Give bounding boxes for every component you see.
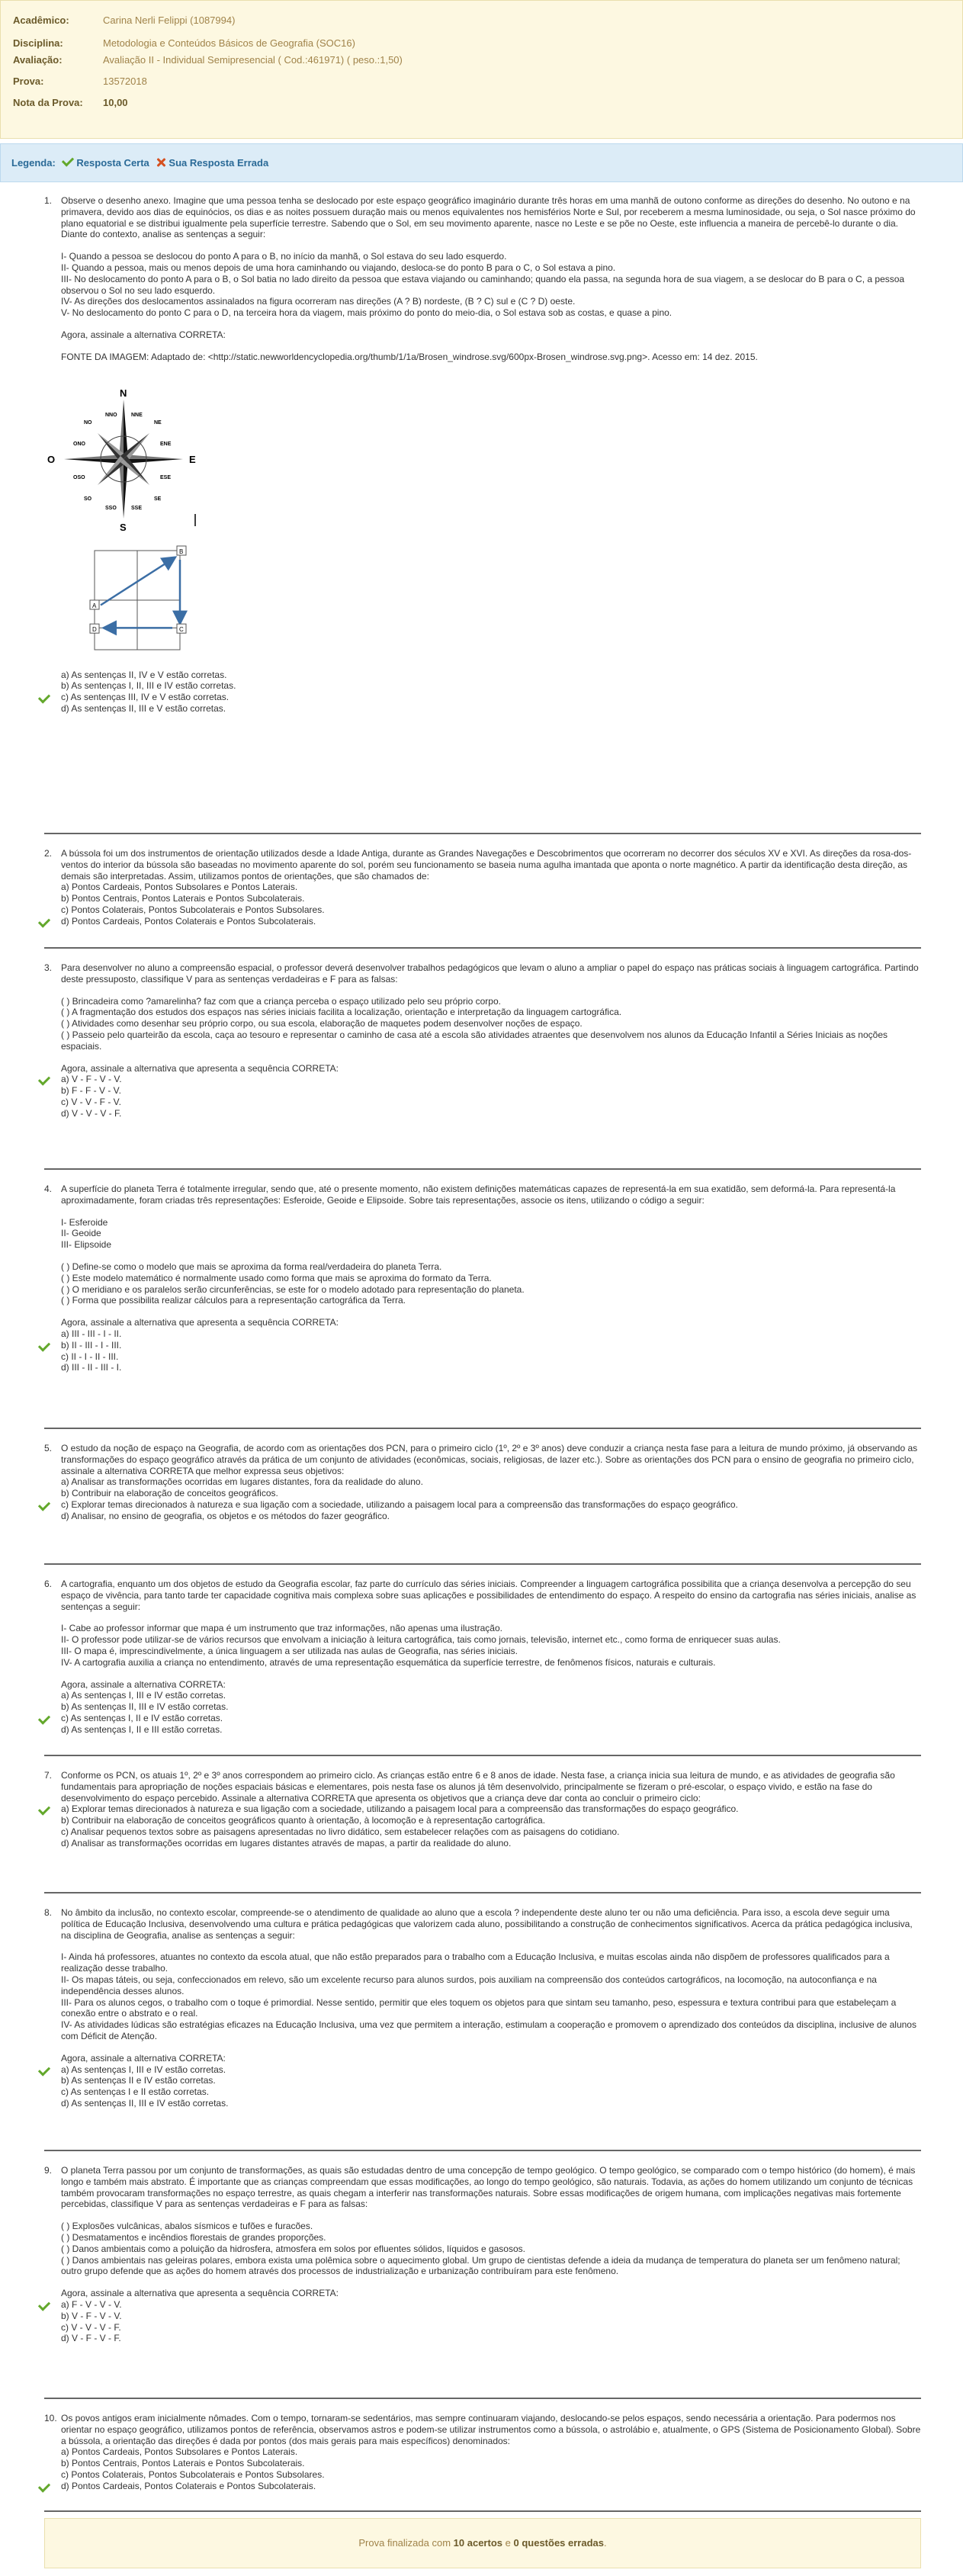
question-body [61,1579,921,1736]
question-body [61,1443,921,1522]
question-body [61,962,921,1119]
answer-option-text: a) F - V - V - V. [61,2298,122,2310]
question-body [61,848,921,927]
question-body [61,1770,921,1849]
compass-and-route-figure [47,369,197,666]
question-text: O estudo da noção de espaço na Geografia, de acordo com as orientações dos PCN, para o primeiro ciclo (1º, 2º e 3º anos) deve conduzir a criança nesta fase para a leitura de mundo próximo, já observando as transformações do espaço geográfico através da prática de um conjunto de atividades (econômicas, sociais, religiosas, de lazer etc.). Sobre as orientações dos PCN para o ensino de geografia no primeiro ciclo, assinale a alternativa CORRETA que melhor expressa seus objetivos: [61,1443,918,1476]
question-body [61,1184,921,1373]
figure [47,369,197,666]
question-body [61,2165,921,2344]
answer-option [61,1815,921,1826]
answer-option-text: b) Contribuir na elaboração de conceitos geográficos quanto à orientação, à locomoção e à representação cartográfica. [61,1815,546,1826]
answer-option-text: c) Pontos Colaterais, Pontos Subcolaterais e Pontos Subsolares. [61,2468,325,2480]
answer-option-text: d) V - V - V - F. [61,1107,122,1119]
compass-label-oso: OSO [73,474,85,480]
answer-option-text: d) As sentenças II, III e IV estão corretas. [61,2097,229,2109]
question-text: I- Esferoide [61,1216,108,1228]
answer-option [61,1108,921,1119]
legend-correct-text: Resposta Certa [76,157,149,169]
answer-option-text: a) Pontos Cardeais, Pontos Subsolares e Pontos Laterais. [61,882,298,893]
compass-label-sso: SSO [105,505,117,511]
route-point-d: D [92,625,97,633]
answer-option [61,2481,921,2492]
question-number: 4. [44,1184,53,1194]
legend-bar [0,143,963,182]
answer-option-text: d) V - F - V - F. [61,2333,121,2344]
question-text: Agora, assinale a alternativa CORRETA: [61,2052,226,2064]
answer-option-text: b) Pontos Centrais, Pontos Laterais e Pontos Subcolaterais. [61,893,305,904]
question-4 [44,1184,921,1429]
question-text: ( ) Passeio pelo quarteirão da escola, caça ao tesouro e representar o caminho de casa até a escola são atividades atraentes que desenvolvem nos alunos da Educação Infantil a Séries Iniciais as noções espaciais. [61,1029,888,1052]
answer-option [61,1488,921,1499]
grade-value: 10,00 [103,97,128,108]
compass-arm [124,454,183,459]
compass-arm [124,459,128,519]
compass-label-s: S [120,521,127,533]
check-icon [38,1712,50,1724]
question-text: V- No deslocamento do ponto C para o D, na terceira hora da viagem, mais próximo do ponto do meio-dia, o Sol estava sob as costas, e quase a pino. [61,307,672,319]
question-text: Para desenvolver no aluno a compreensão espacial, o professor deverá desenvolver trabalhos pedagógicos que levam o aluno a ampliar o papel do espaço nas práticas sociais à linguagem cartográfica. Partindo deste pressuposto, classifique V para as sentenças verdadeiras e F para as falsas: [61,962,919,984]
check-icon [38,1074,50,1086]
answer-option [61,2333,921,2344]
evaluation-value: Avaliação II - Individual Semipresencial ( Cod.:461971) ( peso.:1,50) [103,54,403,66]
spacer [61,319,921,329]
question-text: II- Quando a pessoa, mais ou menos depois de uma hora caminhando ou viajando, desloca-se do ponto B para o C, o Sol estava a pino. [61,262,616,273]
exam-label: Prova: [13,75,44,87]
correct-answer-mark [39,694,53,706]
question-9 [44,2165,921,2399]
grade-label: Nota da Prova: [13,97,83,108]
question-text: O planeta Terra passou por um conjunto de transformações, as quais são estudadas dentro de uma concepção de tempo geológico. O tempo geológico, se comparado com o tempo histórico (do homem), é mais longo e também mais abstrato. É importante que as crianças compreendam que essas modificações, ao longo do tempo geológico, são naturais. Todavia, as ações do homem utilizando um conjunto de técnicas também provocaram transformações no espaço terrestre, as quais chegam a interferir nas transformações naturais. Sobre essas modificações de origem humana, com implicações negativas mais fortemente percebidas, classifique V para as sentenças verdadeiras e F para as falsas: [61,2165,916,2210]
answer-option [61,2075,921,2086]
check-icon [38,915,50,927]
question-text: ( ) Brincadeira como ?amarelinha? faz com que a criança perceba o espaço utilizado pelo seu próprio corpo. [61,995,501,1007]
answer-option [61,670,921,681]
route-point-b: B [179,548,184,555]
legend-correct [63,157,149,169]
answer-option [61,882,921,893]
compass-label-ne: NE [154,419,162,426]
spacer [61,2277,921,2288]
compass-label-ono: ONO [73,441,85,447]
compass-label-no: NO [84,419,92,426]
question-text: II- Geoide [61,1228,101,1239]
check-icon [62,154,74,166]
answer-option [61,1328,921,1340]
answer-option-text: c) Pontos Colaterais, Pontos Subcolaterais e Pontos Subsolares. [61,904,325,915]
question-number: 1. [44,195,53,206]
question-5 [44,1443,921,1565]
compass-label-n: N [120,387,127,399]
correct-answer-mark [39,918,53,930]
answer-option-text: b) F - F - V - V. [61,1085,121,1097]
result-correct-count: 10 acertos [453,2537,502,2549]
question-number: 7. [44,1770,53,1781]
question-body [61,1907,921,2109]
answer-option [61,2469,921,2481]
answer-option [61,1340,921,1351]
question-number: 8. [44,1907,53,1918]
legend-label: Legenda: [11,157,56,169]
question-7 [44,1770,921,1893]
question-text: Agora, assinale a alternativa que apresenta a sequência CORRETA: [61,1062,339,1074]
question-text: II- O professor pode utilizar-se de vários recursos que envolvam a iniciação à leitura cartográfica, tais como jornais, televisão, internet etc., como forma de enriquecer suas aulas. [61,1634,781,1646]
answer-option [61,2299,921,2311]
answer-option-text: a) Pontos Cardeais, Pontos Subsolares e Pontos Laterais. [61,2446,298,2458]
answer-option-text: c) Analisar pequenos textos sobre as paisagens apresentadas no livro didático, sem estabelecer relações com as paisagens do cotidiano. [61,1826,620,1837]
answer-option [61,2458,921,2469]
question-text: No âmbito da inclusão, no contexto escolar, compreende-se o atendimento de qualidade ao aluno que a escola ? independente deste aluno ter ou não uma deficiência. Para isso, a escola deve seguir uma política de Educação Inclusiva, desenvolvendo uma cultura e prática pedagógicas que valorizem cada aluno, possibilitando a construção de conhecimentos significativos. Acerca da prática pedagógica inclusiva, na disciplina de Geografia, analise as sentenças a seguir: [61,1907,913,1941]
result-prefix: Prova finalizada com [358,2537,451,2549]
answer-option [61,1724,921,1736]
answer-option-text: b) Contribuir na elaboração de conceitos geográficos. [61,1488,278,1499]
student-label: Acadêmico: [13,14,69,26]
question-text: IV- A cartografia auxilia a criança no entendimento, através de uma representação esquemática da superfície terrestre, de fenômenos físicos, naturais e culturais. [61,1656,716,1668]
spacer [61,1669,921,1679]
compass-label-o: O [47,453,56,465]
legend-wrong [156,157,268,169]
compass-label-se: SE [154,496,162,502]
answer-option [61,2311,921,2322]
answer-option [61,2098,921,2109]
route-point-a: A [92,602,97,609]
question-text: Os povos antigos eram inicialmente nômades. Com o tempo, tornaram-se sedentários, mas sempre continuaram viajando, deslocando-se pelos espaços, sendo necessária a orientação. Para podermos nos orientar no espaço geográfico, utilizamos pontos de referência, observamos astros e podem-se utilizar instrumentos como a bússola, o astrolábio e, atualmente, o GPS (Sistema de Posicionamento Global). Sobre a bússola, a orientação das direções é dada por pontos (dos mais gerais para mais específicos) denominados: [61,2413,921,2446]
question-text: Agora, assinale a alternativa CORRETA: [61,329,226,340]
answer-option-text: b) As sentenças I, II, III e IV estão corretas. [61,680,236,692]
cross-icon [156,158,165,167]
question-3 [44,962,921,1170]
answer-option-text: d) As sentenças I, II e III estão corretas. [61,1723,223,1735]
spacer [61,240,921,251]
question-text: III- Para os alunos cegos, o trabalho com o toque é primordial. Nesse sentido, permitir que eles toquem os objetos para que sintam seu tamanho, peso, espessura e textura contribui para que estabeleçam a conexão entre o abstrato e o real. [61,1996,897,2019]
question-text: I- Quando a pessoa se deslocou do ponto A para o B, no início da manhã, o Sol estava do seu lado esquerdo. [61,251,507,262]
question-text: I- Cabe ao professor informar que mapa é um instrumento que traz informações, não apenas uma ilustração. [61,1623,502,1634]
answer-option-text: a) As sentenças I, III e IV estão corretas. [61,1690,226,1701]
question-text: III- Elipsoide [61,1239,112,1251]
answer-option [61,2086,921,2098]
compass-arm [124,459,183,464]
question-text: Observe o desenho anexo. Imagine que uma pessoa tenha se deslocado por este espaço geográfico imaginário durante três horas em uma manhã de outono conforme as direções do desenho. No outono e na primavera, devido aos dias de equinócios, os dias e as noites possuem duração mais ou menos equivalentes nos hemisférios Norte e Sul, por receberem a mesma luminosidade, ou seja, o Sol nasce próximo do plano equatorial e se distribui igualmente pela superfície terrestre. Sabendo que o Sol, em seu movimento aparente, nasce no Leste e se põe no Oeste, este influencia a maneira de percebê-lo durante o dia. Diante do contexto, analise as sentenças a seguir: [61,195,916,240]
result-wrong-count: 0 questões erradas [513,2537,604,2549]
answer-option [61,1826,921,1838]
correct-answer-mark [39,2067,53,2079]
spacer [61,1941,921,1951]
spacer [61,2210,921,2221]
answer-option [61,1701,921,1713]
check-icon [38,1498,50,1511]
compass-label-e: E [189,453,196,465]
compass-arm [124,400,128,459]
question-1 [44,195,921,834]
answer-option-text: d) III - II - III - I. [61,1362,122,1373]
compass-label-ene: ENE [160,441,172,447]
check-icon [38,1339,50,1351]
question-text: Agora, assinale a alternativa CORRETA: [61,1678,226,1690]
compass-label-sse: SSE [131,505,143,511]
question-number: 5. [44,1443,53,1453]
spacer [61,341,921,352]
question-number: 2. [44,848,53,859]
answer-option-text: c) Explorar temas direcionados à natureza e sua ligação com a sociedade, utilizando a paisagem local para a compreensão das transformações do espaço geográfico. [61,1498,738,1510]
exam-value: 13572018 [103,75,147,87]
question-number: 9. [44,2165,53,2176]
spacer [61,1612,921,1623]
question-body [47,195,921,715]
question-text: I- Ainda há professores, atuantes no contexto da escola atual, que não estão preparados para o trabalho com a Educação Inclusiva, e muitas escolas ainda não dispõem de professores qualificados para a realização desse trabalho. [61,1951,890,1974]
answer-option-text: c) As sentenças I e II estão corretas. [61,2086,210,2098]
check-icon [38,1804,50,1816]
answer-option-text: d) Pontos Cardeais, Pontos Colaterais e Pontos Subcolaterais. [61,2480,316,2491]
question-text: III- O mapa é, imprescindivelmente, a única linguagem a ser utilizada nas aulas de Geografia, nas séries iniciais. [61,1645,518,1656]
question-text: ( ) Desmatamentos e incêndios florestais de grandes proporções. [61,2231,326,2243]
answer-option [61,1476,921,1488]
answer-option [61,2322,921,2333]
question-text: A superfície do planeta Terra é totalmente irregular, sendo que, até o presente momento, não existem definições matemáticas capazes de representá-la em sua exatidão, sem deformá-la. Para representá-la aproximadamente, foram criadas três representações: Esferoide, Geoide e Elipsoide. Sobre tais representações, associe os itens, utilizando o código a seguir: [61,1184,896,1206]
answer-option-text: a) Explorar temas direcionados à natureza e sua ligação com a sociedade, utilizando a paisagem local para a compreensão das transformações do espaço geográfico. [61,1804,739,1815]
question-text: ( ) Danos ambientais como a poluição da hidrosfera, atmosfera em solos por efluentes sólidos, líquidos e gasosos. [61,2243,525,2254]
answer-option-text: d) Analisar as transformações ocorridas em lugares distantes através de mapas, a partir da realidade do aluno. [61,1837,512,1848]
compass-label-so: SO [84,496,92,502]
spacer [61,1052,921,1063]
answer-option [61,1838,921,1849]
answer-option-text: c) V - V - F - V. [61,1096,121,1107]
answer-option-text: d) Pontos Cardeais, Pontos Colaterais e Pontos Subcolaterais. [61,915,316,927]
question-text: ( ) Este modelo matemático é normalmente usado como forma que mais se aproxima do formato da Terra. [61,1272,492,1283]
correct-answer-mark [39,1342,53,1354]
answer-option [61,1362,921,1373]
answer-option [61,1351,921,1363]
correct-answer-mark [39,2483,53,2495]
answer-option [61,916,921,927]
question-number: 3. [44,962,53,973]
answer-option [61,1690,921,1701]
discipline-value: Metodologia e Conteúdos Básicos de Geografia (SOC16) [103,37,355,49]
route-point-c: C [179,625,184,633]
student-value: Carina Nerli Felippi (1087994) [103,14,236,26]
answer-option-text: d) As sentenças II, III e V estão corretas. [61,702,226,714]
answer-option-text: a) Analisar as transformações ocorridas em lugares distantes, fora da realidade do aluno. [61,1476,423,1488]
result-summary [44,2518,921,2568]
question-text: Agora, assinale a alternativa que apresenta a sequência CORRETA: [61,2288,339,2299]
question-text: ( ) O meridiano e os paralelos serão circunferências, se este for o modelo adotado para representação do planeta. [61,1283,525,1295]
answer-option-text: b) As sentenças II, III e IV estão corretas. [61,1701,229,1713]
check-icon [38,2298,50,2311]
discipline-label: Disciplina: [13,37,63,49]
check-icon [38,692,50,704]
question-body [61,2413,921,2492]
spacer [61,2042,921,2053]
spacer [61,1306,921,1317]
answer-option-text: b) V - F - V - V. [61,2310,122,2321]
question-text: A cartografia, enquanto um dos objetos de estudo da Geografia escolar, faz parte do currículo das séries iniciais. Compreender a linguagem cartográfica possibilita que a criança desenvolva a percepção do seu espaço de vivência, para tanto tarde ter capacidade cognitiva mais complexa sobre suas aplicações e possibilidades de entendimento do espaço. A respeito do ensino da cartografia nas séries iniciais, analise as sentenças a seguir: [61,1579,916,1612]
answer-option [61,703,921,715]
evaluation-label: Avaliação: [13,54,63,66]
compass-label-nne: NNE [131,412,143,418]
correct-answer-mark [39,2301,53,2314]
compass-label-nno: NNO [105,412,117,418]
question-text: ( ) Explosões vulcânicas, abalos sísmicos e tufões e furacões. [61,2221,313,2232]
question-8 [44,1907,921,2151]
answer-option [61,1511,921,1522]
question-text: Agora, assinale a alternativa que apresenta a sequência CORRETA: [61,1317,339,1328]
question-number: 6. [44,1579,53,1589]
answer-option-text: c) V - V - V - F. [61,2321,121,2333]
correct-answer-mark [39,1502,53,1514]
compass-arm [64,459,124,464]
answer-option-text: b) Pontos Centrais, Pontos Laterais e Pontos Subcolaterais. [61,2458,305,2469]
question-text: II- Os mapas táteis, ou seja, confeccionados em relevo, são um excelente recurso para alunos surdos, pois auxiliam na compreensão dos conteúdos cartográficos, na locomoção, na autoconfiança e na independência desses alunos. [61,1974,877,1996]
question-text: ( ) Define-se como o modelo que mais se aproxima da forma real/verdadeira do planeta Terra. [61,1261,442,1272]
correct-answer-mark [39,1076,53,1088]
result-suffix: . [604,2537,607,2549]
answer-option-text: b) II - III - I - III. [61,1339,122,1351]
question-text: A bússola foi um dos instrumentos de orientação utilizados desde a Idade Antiga, durante as Grandes Navegações e Descobrimentos que ocorreram no decorrer dos séculos XV e XVI. As direções da rosa-dos-ventos do interior da bússola são baseadas no movimento aparente do sol, porém seu funcionamento se baseia numa agulha imantada que aponta o norte magnético. A partir da identificação desta direção, as demais são interpretadas. Assim, utilizamos pontos de orientações, que são chamados de: [61,848,912,882]
answer-option-text: c) II - I - II - III. [61,1351,119,1362]
answer-option [61,1713,921,1724]
answer-option [61,692,921,703]
result-middle: e [505,2537,511,2549]
question-text: ( ) Forma que possibilita realizar cálculos para a representação cartográfica da Terra. [61,1295,406,1306]
answer-option [61,893,921,904]
answer-option [61,2064,921,2076]
answer-option [61,680,921,692]
check-icon [38,2480,50,2492]
answer-option-text: a) As sentenças II, IV e V estão corretas. [61,669,227,680]
answer-option-text: a) V - F - V - V. [61,1074,122,1085]
answer-option-text: a) As sentenças I, III e IV estão corretas. [61,2064,226,2075]
compass-arm [119,459,124,519]
correct-answer-mark [39,1806,53,1818]
question-text: IV- As direções dos deslocamentos assinalados na figura ocorreram nas direções (A ? B) nordeste, (B ? C) sul e (C ? D) oeste. [61,296,576,307]
question-text: ( ) Atividades como desenhar seu próprio corpo, ou sua escola, elaboração de maquetes podem desenvolver noções de espaço. [61,1018,583,1029]
question-10 [44,2413,921,2512]
answer-option-text: a) III - III - I - II. [61,1328,122,1339]
spacer [61,1206,921,1217]
answer-option [61,1085,921,1097]
figure-source: FONTE DA IMAGEM: Adaptado de: <http://static.newworldencyclopedia.org/thumb/1/1a/Brosen_windrose.svg/600px-Brosen_windrose.svg.png>. Acesso em: 14 dez. 2015. [61,351,758,362]
answer-option-text: c) As sentenças I, II e IV estão corretas. [61,1712,223,1723]
question-6 [44,1579,921,1756]
answer-option [61,1804,921,1815]
compass-arm [64,454,124,459]
check-icon [38,2064,50,2076]
answer-option-text: c) As sentenças III, IV e V estão corretas. [61,692,230,703]
spacer [61,1251,921,1261]
answer-option [61,1074,921,1085]
legend-wrong-text: Sua Resposta Errada [169,157,269,169]
answer-option [61,1097,921,1108]
spacer [61,985,921,996]
answer-option-text: d) Analisar, no ensino de geografia, os objetos e os métodos do fazer geográfico. [61,1510,390,1521]
question-text: III- No deslocamento do ponto A para o B, o Sol batia no lado direito da pessoa que estava viajando ou caminhando; quando ela passa, na segunda hora de sua viagem, a se deslocar do B para o C, a pessoa observou o Sol no seu lado esquerdo. [61,273,905,296]
question-2 [44,848,921,949]
question-text: ( ) A fragmentação dos estudos dos espaços nas séries iniciais facilita a localização, orientação e interpretação da linguagem cartográfica. [61,1007,622,1018]
correct-answer-mark [39,1715,53,1727]
question-text: ( ) Danos ambientais nas geleiras polares, embora exista uma polêmica sobre o aquecimento global. Um grupo de cientistas defende a ideia da mudança de temperatura do planeta ser um fenômeno natural; outro grupo defende que as ações do homem através dos processos de industrialização e urbanização contribuíram para este fenômeno. [61,2254,900,2277]
compass-label-ese: ESE [160,474,172,480]
compass-arm [119,400,124,459]
answer-option-text: b) As sentenças II e IV estão corretas. [61,2075,216,2086]
answer-option [61,2446,921,2458]
exam-info-panel [0,0,963,139]
answer-option [61,1499,921,1511]
question-text: Conforme os PCN, os atuais 1º, 2º e 3º anos correspondem ao primeiro ciclo. As crianças estão entre 6 e 8 anos de idade. Nesta fase, a criança inicia sua leitura de mundo, e as atividades de geografia são fundamentais para apropriação de noções espaciais básicas e elementares, pois nesta fase os alunos já têm desenvolvido, principalmente se fizeram o pré-escolar, o espaço vivido, e estão na fase do desenvolvimento do espaço percebido. Assinale a alternativa CORRETA que apresenta os objetivos que a criança deve dar conta ao concluir o primeiro ciclo: [61,1770,895,1804]
answer-option [61,904,921,916]
question-text: IV- As atividades lúdicas são estratégias eficazes na Educação Inclusiva, uma vez que permitem a interação, estimulam a cooperação e promovem o aprendizado dos conteúdos da disciplina, inclusive de alunos com Déficit de Atenção. [61,2019,916,2041]
question-number: 10. [44,2413,57,2423]
